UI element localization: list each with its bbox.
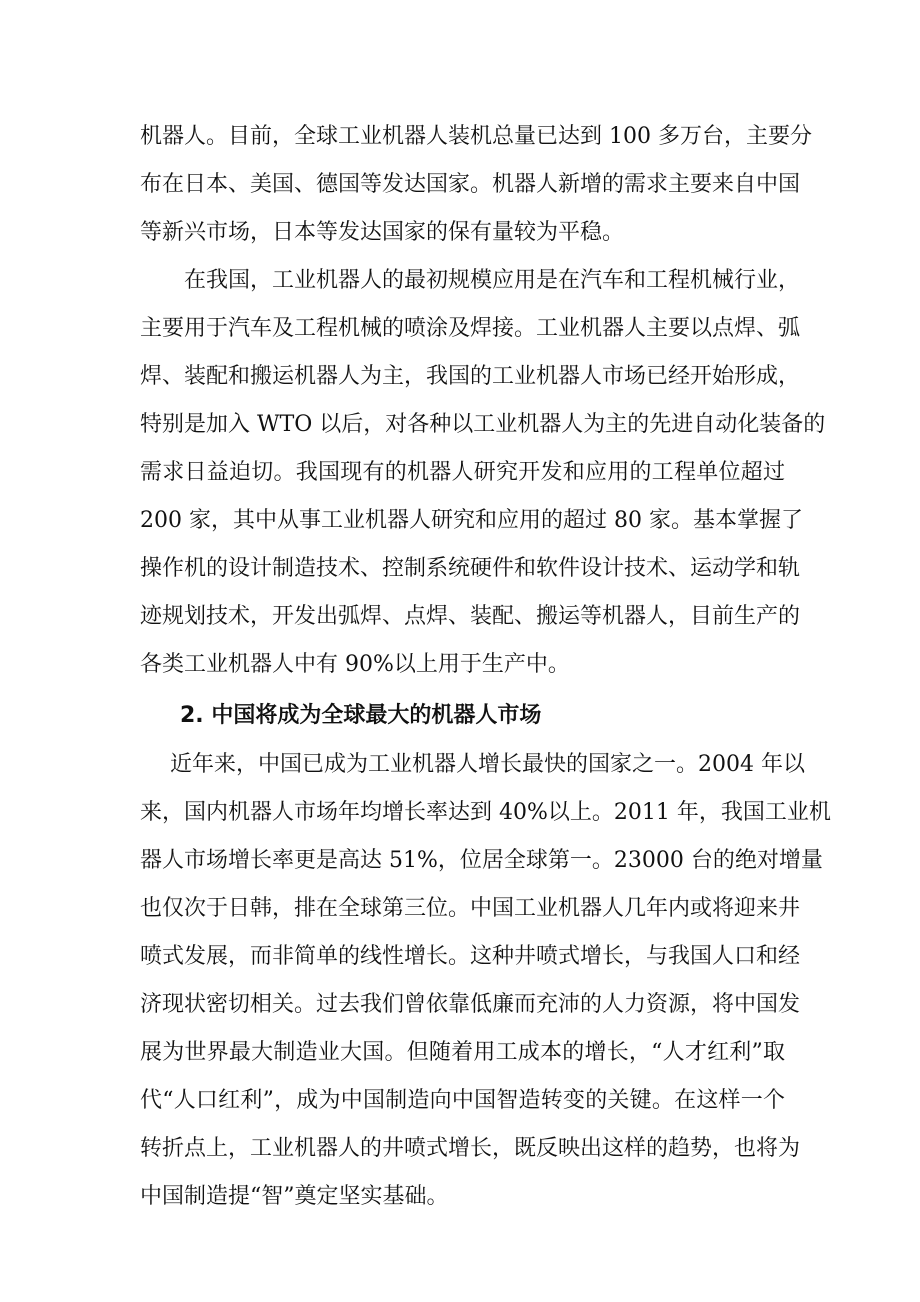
text-line: 焊、装配和搬运机器人为主，我国的工业机器人市场已经开始形成， — [140, 364, 801, 389]
text-line: 近年来，中国已成为工业机器人增长最快的国家之一。2004 年以 — [170, 752, 805, 777]
text-line: 在我国，工业机器人的最初规模应用是在汽车和工程机械行业， — [184, 268, 801, 293]
text-line: 中国制造提“智”奠定坚实基础。 — [140, 1184, 449, 1209]
text-line: 特别是加入 WTO 以后，对各种以工业机器人为主的先进自动化装备的 — [140, 412, 826, 437]
text-line: 等新兴市场，日本等发达国家的保有量较为平稳。 — [140, 220, 625, 245]
text-line: 需求日益迫切。我国现有的机器人研究开发和应用的工程单位超过 — [140, 460, 785, 485]
text-line: 展为世界最大制造业大国。但随着用工成本的增长，“人才红利”取 — [140, 1040, 785, 1065]
text-line: 各类工业机器人中有 90%以上用于生产中。 — [140, 652, 570, 677]
text-line: 主要用于汽车及工程机械的喷涂及焊接。工业机器人主要以点焊、弧 — [140, 316, 801, 341]
text-line: 喷式发展，而非简单的线性增长。这种井喷式增长，与我国人口和经 — [140, 944, 801, 969]
text-line: 200 家，其中从事工业机器人研究和应用的超过 80 家。基本掌握了 — [140, 508, 803, 533]
document-page — [140, 113, 831, 1221]
paragraph-china-market — [140, 741, 831, 1221]
text-line: 也仅次于日韩，排在全球第三位。中国工业机器人几年内或将迎来井 — [140, 896, 801, 921]
section-heading: 2. 中国将成为全球最大的机器人市场 — [180, 703, 542, 728]
text-line: 代“人口红利”，成为中国制造向中国智造转变的关键。在这样一个 — [140, 1088, 785, 1113]
text-line: 转折点上，工业机器人的井喷式增长，既反映出这样的趋势，也将为 — [140, 1136, 801, 1161]
text-line: 机器人。目前，全球工业机器人装机总量已达到 100 多万台，主要分 — [140, 124, 812, 149]
text-line: 操作机的设计制造技术、控制系统硬件和软件设计技术、运动学和轨 — [140, 556, 801, 581]
text-line: 器人市场增长率更是高达 51%，位居全球第一。23000 台的绝对增量 — [140, 848, 823, 873]
text-line: 布在日本、美国、德国等发达国家。机器人新增的需求主要来自中国 — [140, 172, 801, 197]
text-line: 迹规划技术，开发出弧焊、点焊、装配、搬运等机器人，目前生产的 — [140, 604, 801, 629]
text-line: 来，国内机器人市场年均增长率达到 40%以上。2011 年，我国工业机 — [140, 800, 831, 825]
text-line: 济现状密切相关。过去我们曾依靠低廉而充沛的人力资源，将中国发 — [140, 992, 801, 1017]
paragraph-global-robots — [140, 113, 812, 257]
paragraph-china-robots — [140, 257, 826, 689]
